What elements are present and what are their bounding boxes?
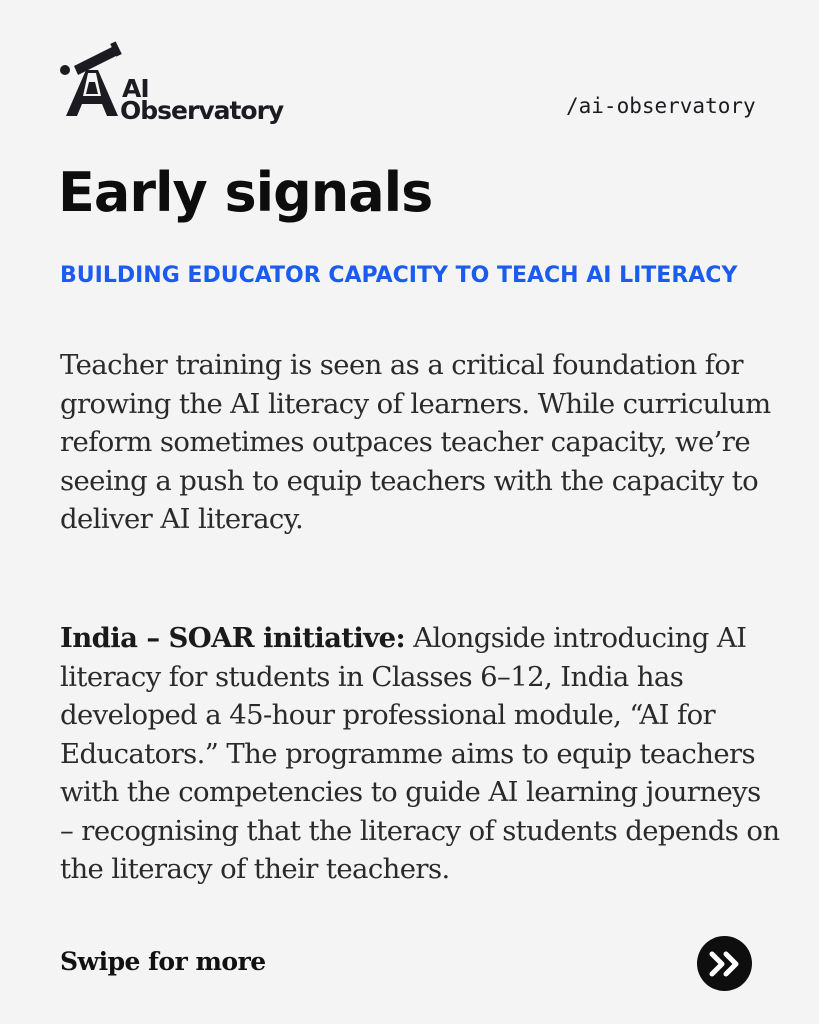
account-handle[interactable]: /ai-observatory [566,94,756,118]
india-soar-lead: India – SOAR initiative: [60,622,406,654]
india-soar-body: Alongside introducing AI literacy for students in Classes 6–12, India has developed a 45-hour professional module, “AI for Educators.” The programme aims to equip teachers with the competencies to guide AI learning journeys – recognising that the literacy of students depends on the literacy of their teachers. [60,622,780,885]
logo-text-ai: AI [122,74,149,103]
telescope-a-icon [58,40,128,120]
swipe-for-more-label: Swipe for more [60,947,266,976]
section-subtitle: BUILDING EDUCATOR CAPACITY TO TEACH AI LITERACY [60,263,738,288]
logo-text-observatory: Observatory [120,96,284,125]
page-title: Early signals [58,161,433,224]
next-slide-button[interactable] [697,936,752,991]
ai-observatory-logo [58,40,298,124]
intro-paragraph: Teacher training is seen as a critical foundation for growing the AI literacy of learners. While curriculum reform sometimes outpaces teacher capacity, we’re seeing a push to equip teachers with the capacity to deliver AI literacy. [60,349,771,535]
double-chevron-right-icon [708,950,742,978]
india-soar-paragraph [60,619,780,889]
